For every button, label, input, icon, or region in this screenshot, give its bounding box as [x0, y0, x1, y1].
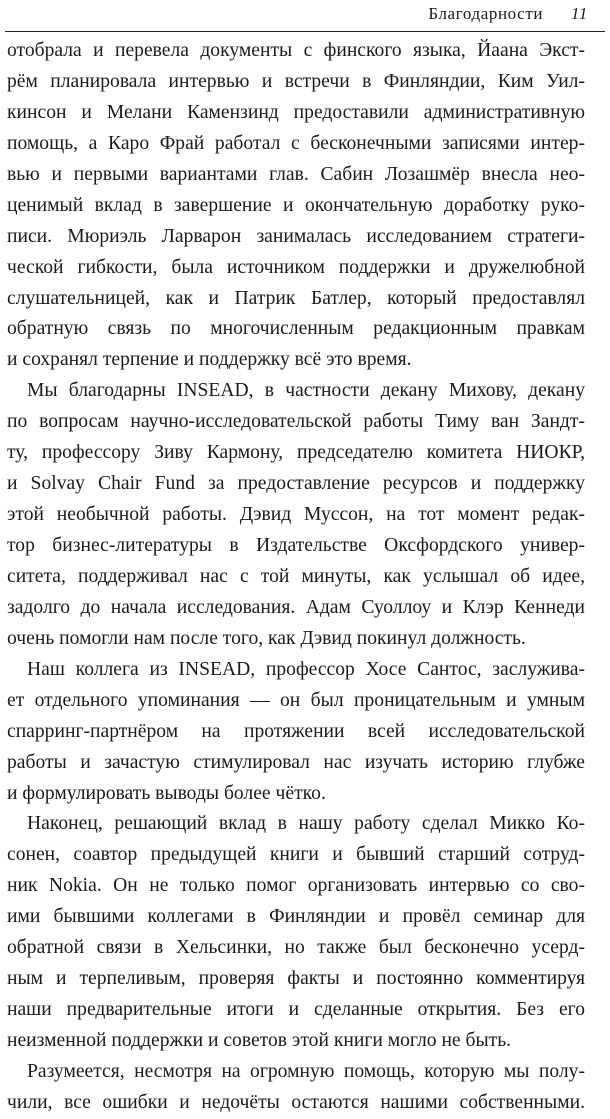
text-line: Мы благодарны INSEAD, в частности декану Михову, декану	[27, 380, 585, 402]
text-line: ими бывшими коллегами в Финляндии и провёл семинар для	[7, 906, 585, 928]
text-line: спарринг-партнёром на протяжении всей исследовательской	[7, 720, 585, 742]
running-header-title: Благодарности	[428, 4, 544, 23]
text-line: наши предварительные итоги и сделанные открытия. Без его	[7, 999, 585, 1021]
text-line: ник Nokia. Он не только помог организовать интервью со сво-	[7, 875, 585, 897]
text-line: очень помогли нам после того, как Дэвид покинул должность.	[7, 627, 526, 649]
text-line: неизменной поддержки и советов этой книги могло не быть.	[7, 1030, 512, 1051]
text-line: писи. Мюриэль Ларварон занималась исследованием стратеги-	[7, 225, 585, 247]
text-line: задолго до начала исследования. Адам Суоллоу и Клэр Кеннеди	[7, 596, 585, 618]
header-rule	[5, 31, 605, 32]
page-number: 11	[571, 4, 588, 23]
text-line: кинсон и Мелани Камензинд предоставили административную	[7, 101, 585, 123]
text-line: рём планировала интервью и встречи в Финляндии, Ким Уил-	[7, 70, 585, 92]
text-line: обратной связи в Хельсинки, но также был бесконечно усерд-	[7, 937, 585, 959]
text-line: отобрала и перевела документы с финского языка, Йаана Экст-	[7, 40, 585, 61]
text-line: чили, все ошибки и недочёты остаются нашими собственными.	[7, 1091, 585, 1113]
text-line: сонен, соавтор предыдущей книги и бывший старший сотруд-	[7, 844, 585, 866]
text-line: этой необычной работы. Дэвид Муссон, на тот момент редак-	[7, 504, 585, 526]
text-line: Разумеется, несмотря на огромную помощь, которую мы полу-	[27, 1060, 585, 1082]
body-text	[7, 36, 585, 1119]
text-line: тор бизнес-литературы в Издательстве Оксфордского универ-	[7, 535, 585, 556]
text-line: и сохранял терпение и поддержку всё это время.	[7, 349, 412, 371]
text-line: ту, профессору Зиву Кармону, председателю комитета НИОКР,	[7, 442, 585, 464]
text-line: ет отдельного упоминания — он был проницательным и умным	[7, 689, 585, 711]
text-line: помощь, а Каро Фрай работал с бесконечными записями интер-	[7, 132, 585, 154]
text-line: слушательницей, как и Патрик Батлер, который предоставлял	[7, 287, 585, 309]
text-line: вью и первыми вариантами глав. Сабин Лозашмёр внесла нео-	[7, 163, 585, 185]
text-line: и Solvay Chair Fund за предоставление ресурсов и поддержку	[7, 473, 585, 495]
text-line: и формулировать выводы более чётко.	[7, 782, 326, 804]
text-line: ческой гибкости, была источником поддержки и дружелюбной	[7, 256, 585, 278]
running-header	[428, 4, 588, 28]
text-line: ценимый вклад в завершение и окончательную доработку руко-	[7, 194, 585, 216]
text-line: Наконец, решающий вклад в нашу работу сделал Микко Ко-	[27, 813, 585, 835]
text-line: ным и терпеливым, проверяя факты и постоянно комментируя	[7, 968, 585, 990]
text-line: ситета, поддерживал нас с той минуты, как услышал об идее,	[7, 565, 585, 587]
text-line: обратную связь по многочисленным редакционным правкам	[7, 318, 585, 340]
text-line: по вопросам научно-исследовательской работы Тиму ван Зандт-	[7, 411, 585, 433]
text-line: работы и зачастую стимулировал нас изучать историю глубже	[7, 751, 585, 773]
text-line: Наш коллега из INSEAD, профессор Хосе Сантос, заслужива-	[27, 658, 585, 680]
